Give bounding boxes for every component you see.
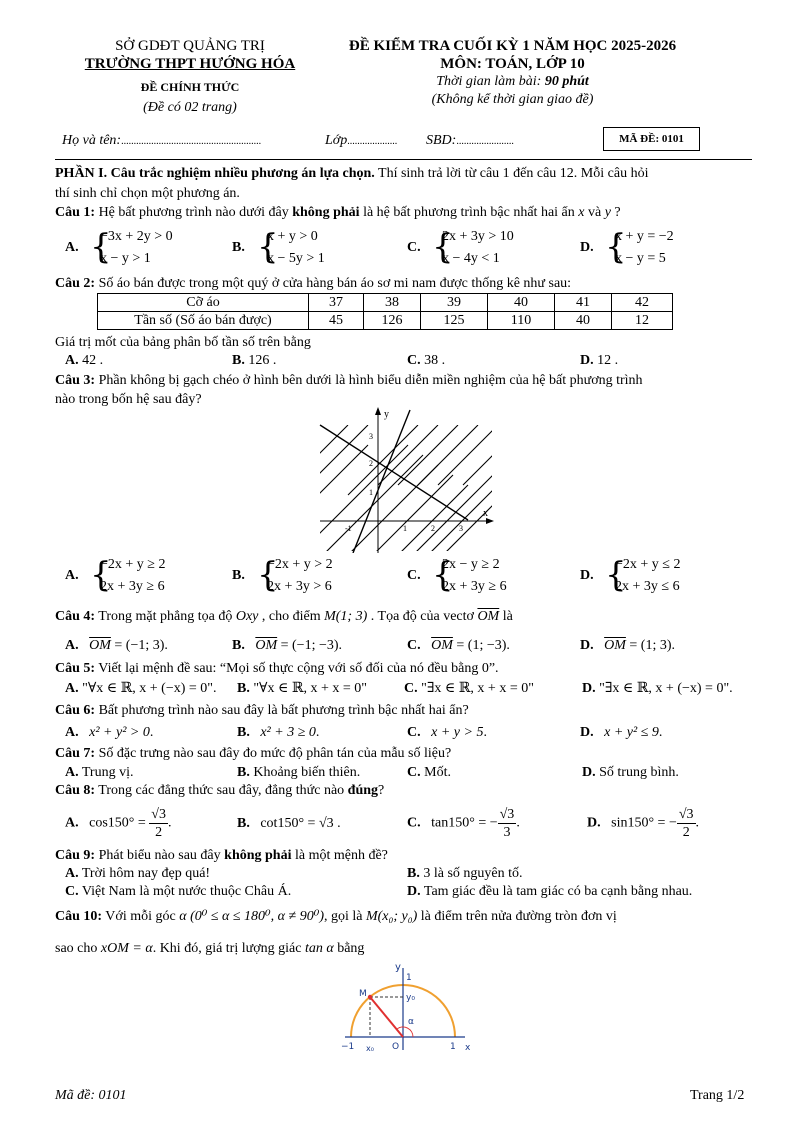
q8-opt-a[interactable]: A. cos150° = $\frac{√3}{2}$ .	[65, 807, 172, 840]
tick-label: -1	[345, 524, 352, 533]
q9-opt-d[interactable]: D. Tam giác đều là tam giác có ba cạnh bằng nhau.	[407, 884, 693, 899]
subject: MÔN: TOÁN, LỚP 10	[440, 56, 585, 72]
fig-label: 1	[406, 973, 412, 983]
fig-label: x₀	[366, 1044, 374, 1053]
q9-opt-a[interactable]: A. Trời hôm nay đẹp quá!	[65, 866, 211, 881]
table-cell: 110	[488, 312, 555, 330]
q7-opt-c[interactable]: C. Mốt.	[407, 765, 451, 780]
q4-opt-c[interactable]: C. $\overline{OM} = (1$; −3).	[407, 638, 510, 653]
q1-a-system: −3x + 2y > 0 x − y > 1	[100, 229, 173, 266]
table-cell: 39	[421, 294, 488, 312]
fig-label: x	[465, 1043, 471, 1053]
class-field: Lớp....................	[325, 133, 398, 148]
q4-opt-d[interactable]: D. $\overline{OM} = (1$; 3).	[580, 638, 676, 653]
exam-code-box: MÃ ĐỀ: 0101	[603, 127, 700, 151]
q6-opt-b[interactable]: B. x² + 3 ≥ 0.	[237, 725, 320, 740]
q1-opt-c-label[interactable]: C.	[407, 240, 421, 255]
fig-label: O	[392, 1042, 400, 1052]
table-cell: 37	[309, 294, 364, 312]
q5-opt-b[interactable]: B. "∀x ∈ ℝ, x + x = 0"	[237, 681, 368, 696]
q3-solution-region-graph	[318, 405, 498, 553]
q3-c-brace: {	[432, 555, 454, 595]
fig-label: y	[395, 962, 401, 973]
q4-text: Câu 4: Trong mặt phẳng tọa độ Oxy , cho điểm M(1; 3) . Tọa độ của vectơ $\overline{OM}$ là	[55, 609, 513, 624]
q1-opt-d-label[interactable]: D.	[580, 240, 594, 255]
q1-b-brace: {	[257, 227, 279, 267]
q5-opt-a[interactable]: A. "∀x ∈ ℝ, x + (−x) = 0".	[65, 681, 217, 696]
q2-opt-c[interactable]: C. 38 .	[407, 353, 446, 368]
student-name-field: Họ và tên:........................................................	[62, 133, 262, 148]
q9-opt-c[interactable]: C. Việt Nam là một nước thuộc Châu Á.	[65, 884, 292, 899]
table-cell: 41	[555, 294, 612, 312]
header-divider	[55, 159, 752, 160]
q1-c-brace: {	[432, 227, 454, 267]
table-cell: 40	[555, 312, 612, 330]
q3-a-system: −2x + y ≥ 2 2x + 3y ≥ 6	[100, 557, 166, 594]
table-cell: 125	[421, 312, 488, 330]
tick-label: 1	[403, 524, 407, 533]
table-cell: 45	[309, 312, 364, 330]
q7-text: Câu 7: Số đặc trưng nào sau đây đo mức độ phân tán của mẫu số liệu?	[55, 746, 452, 761]
q2-question: Giá trị mốt của bảng phân bố tần số trên bằng	[55, 335, 311, 350]
table-cell: 126	[364, 312, 421, 330]
q3-text-2: nào trong bốn hệ sau đây?	[55, 392, 202, 407]
q3-d-brace: {	[605, 555, 627, 595]
q5-text: Câu 5: Viết lại mệnh đề sau: “Mọi số thực cộng với số đối của nó đều bằng 0”.	[55, 661, 499, 676]
x-axis-label: x	[483, 508, 488, 519]
q5-opt-d[interactable]: D. "∃x ∈ ℝ, x + (−x) = 0".	[582, 681, 733, 696]
hatch-lines	[318, 425, 498, 553]
fig-label: M	[359, 989, 367, 999]
fig-label: −1	[341, 1042, 355, 1052]
q3-d-system: −2x + y ≤ 2 2x + 3y ≤ 6	[615, 557, 681, 594]
radius-om	[370, 997, 403, 1037]
q2-opt-b[interactable]: B. 126 .	[232, 353, 277, 368]
q6-opt-a[interactable]: A. x² + y² > 0.	[65, 725, 154, 740]
exam-title: ĐỀ KIỂM TRA CUỐI KỲ 1 NĂM HỌC 2025-2026	[348, 38, 677, 54]
fig-label: α	[408, 1017, 414, 1027]
table-cell: 38	[364, 294, 421, 312]
part1-heading: PHẦN I. Câu trắc nghiệm nhiều phương án lựa chọn. Thí sinh trả lời từ câu 1 đến câu 12. Mỗi câu hỏi	[55, 166, 649, 181]
q7-opt-b[interactable]: B. Khoảng biến thiên.	[237, 765, 361, 780]
q8-text: Câu 8: Trong các đẳng thức sau đây, đẳng thức nào đúng?	[55, 783, 385, 798]
q7-opt-a[interactable]: A. Trung vị.	[65, 765, 134, 780]
q2-text: Câu 2: Số áo bán được trong một quý ở cửa hàng bán áo sơ mi nam được thống kê như sau:	[55, 276, 572, 291]
tick-label: 3	[369, 432, 373, 441]
footer-page-number: Trang 1/2	[690, 1088, 745, 1103]
table-cell: Cỡ áo	[98, 294, 309, 312]
tick-label: 2	[369, 459, 373, 468]
footer-exam-code: Mã đề: 0101	[55, 1088, 127, 1103]
fig-label: y₀	[406, 993, 415, 1003]
q10-unit-circle-figure	[335, 962, 475, 1054]
q1-text: Câu 1: Hệ bất phương trình nào dưới đây không phải là hệ bất phương trình bậc nhất hai ẩn x và y ?	[55, 205, 621, 220]
q1-c-system: 2x + 3y > 10 x − 4y < 1	[442, 229, 514, 266]
part1-intro: thí sinh chỉ chọn một phương án.	[55, 186, 240, 201]
q3-a-brace: {	[90, 555, 112, 595]
q4-opt-b[interactable]: B. $\overline{OM} = (-1$; −3).	[232, 638, 343, 653]
table-cell: 42	[612, 294, 673, 312]
q1-a-brace: {	[90, 227, 112, 267]
q3-c-system: 2x − y ≥ 2 2x + 3y ≥ 6	[442, 557, 507, 594]
y-axis-label: y	[384, 409, 389, 420]
time-limit: Thời gian làm bài: 90 phút	[436, 74, 589, 89]
q9-text: Câu 9: Phát biểu nào sau đây không phải là một mệnh đề?	[55, 848, 388, 863]
table-row	[98, 312, 673, 330]
q2-frequency-table	[97, 293, 673, 330]
q6-opt-c[interactable]: C. x + y > 5.	[407, 725, 487, 740]
table-row	[98, 294, 673, 312]
q1-b-system: x + y > 0 x − 5y > 1	[267, 229, 325, 266]
q2-opt-d[interactable]: D. 12 .	[580, 353, 619, 368]
school-name: TRƯỜNG THPT HƯỚNG HÓA	[84, 56, 296, 72]
q10-text-2: sao cho xOM = α. Khi đó, giá trị lượng giác tan α bằng	[55, 941, 365, 956]
q3-b-brace: {	[257, 555, 279, 595]
q9-opt-b[interactable]: B. 3 là số nguyên tố.	[407, 866, 523, 881]
q3-opt-c-label[interactable]: C.	[407, 568, 421, 583]
table-cell: 40	[488, 294, 555, 312]
q8-opt-d[interactable]: D. sin150° = − $\frac{√3}{2}$ .	[587, 807, 700, 840]
time-note: (Không kể thời gian giao đề)	[431, 92, 594, 107]
table-cell: Tần số (Số áo bán được)	[98, 312, 309, 330]
table-cell: 12	[612, 312, 673, 330]
tick-label: 1	[369, 488, 373, 497]
q6-opt-d[interactable]: D. x + y² ≤ 9.	[580, 725, 663, 740]
q3-b-system: −2x + y > 2 2x + 3y > 6	[267, 557, 333, 594]
sbd-field: SBD:.......................	[426, 133, 514, 148]
q10-text: Câu 10: Với mỗi góc α (0⁰ ≤ α ≤ 180⁰, α ≠ 90⁰), gọi là M(x₀; y₀) là điểm trên nửa đường tròn đơn vị	[55, 909, 617, 924]
q3-opt-d-label[interactable]: D.	[580, 568, 594, 583]
tick-label: 3	[459, 524, 463, 533]
q8-opt-c[interactable]: C. tan150° = − $\frac{√3}{3}$ .	[407, 807, 520, 840]
page-count: (Đề có 02 trang)	[143, 100, 237, 115]
dept-name: SỞ GDĐT QUẢNG TRỊ	[115, 38, 265, 54]
q1-opt-b-label[interactable]: B.	[232, 240, 245, 255]
q1-d-system: x + y = −2 x − y = 5	[615, 229, 674, 266]
q3-text: Câu 3: Phần không bị gạch chéo ở hình bên dưới là hình biểu diễn miền nghiệm của hệ bất phương trình	[55, 373, 643, 388]
q4-opt-a[interactable]: A. $\overline{OM} = (-1$; 3).	[65, 638, 168, 653]
q1-d-brace: {	[605, 227, 627, 267]
q7-opt-d[interactable]: D. Số trung bình.	[582, 765, 679, 780]
official-label: ĐỀ CHÍNH THỨC	[140, 80, 240, 94]
q6-text: Câu 6: Bất phương trình nào sau đây là bất phương trình bậc nhất hai ẩn?	[55, 703, 469, 718]
q1-opt-a-label[interactable]: A.	[65, 240, 79, 255]
fig-label: 1	[450, 1042, 456, 1052]
q5-opt-c[interactable]: C. "∃x ∈ ℝ, x + x = 0"	[404, 681, 534, 696]
q3-opt-a-label[interactable]: A.	[65, 568, 79, 583]
q8-opt-b[interactable]: B. cot150° = √3 .	[237, 816, 341, 831]
q3-opt-b-label[interactable]: B.	[232, 568, 245, 583]
tick-label: 2	[431, 524, 435, 533]
q2-opt-a[interactable]: A. 42 .	[65, 353, 104, 368]
